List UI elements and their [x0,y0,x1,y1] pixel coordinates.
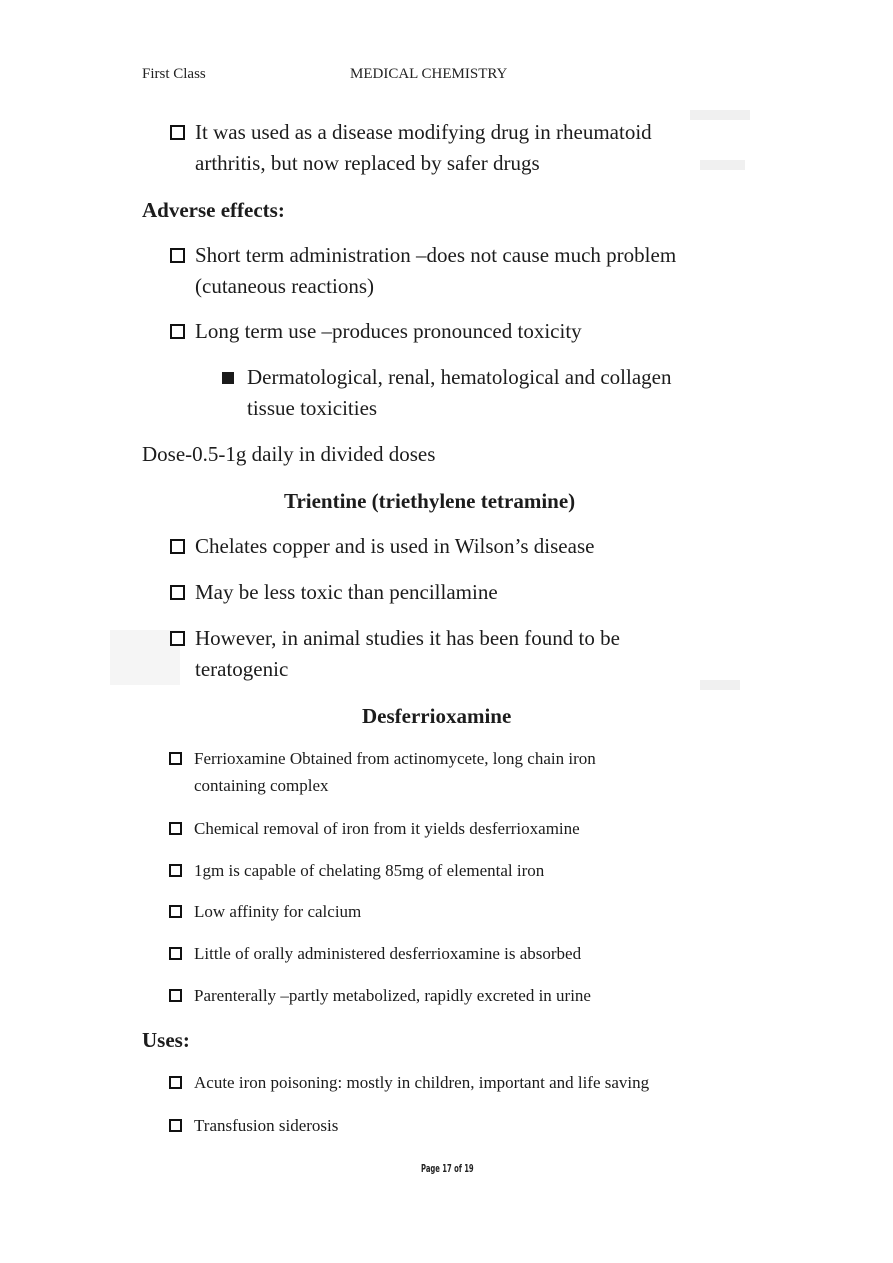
bleed-through-mark [700,160,745,170]
section-heading-desferrioxamine: Desferrioxamine [362,704,512,728]
checkbox-bullet-icon [169,947,182,960]
list-item-text: Chemical removal of iron from it yields desferrioxamine [194,819,580,838]
list-item-text: 1gm is capable of chelating 85mg of elemental iron [194,861,545,880]
section-heading-trientine: Trientine (triethylene tetramine) [284,489,576,513]
sub-list-item [247,362,672,424]
list-item-text: Long term use –produces pronounced toxicity [195,319,582,343]
list-item [195,117,652,179]
list-item [195,531,594,562]
list-item [194,857,544,884]
list-item-text: Short term administration –does not cause much problem [195,243,677,267]
header-class: First Class [142,66,206,82]
checkbox-bullet-icon [170,631,185,646]
list-item-text: Little of orally administered desferrioxamine is absorbed [194,944,582,963]
checkbox-bullet-icon [169,905,182,918]
list-item-text: Dermatological, renal, hematological and collagen [247,365,672,389]
checkbox-bullet-icon [170,248,185,263]
list-item-text: However, in animal studies it has been found to be [195,626,620,650]
checkbox-bullet-icon [169,864,182,877]
list-item-text: Low affinity for calcium [194,902,362,921]
list-item-text: Acute iron poisoning: mostly in children, important and life saving [194,1073,650,1092]
list-item [195,316,582,347]
section-heading-uses: Uses: [142,1028,190,1052]
list-item [194,815,580,842]
list-item-text: containing complex [194,776,329,795]
checkbox-bullet-icon [170,324,185,339]
list-item [194,745,596,799]
list-item-text: arthritis, but now replaced by safer drugs [195,151,540,175]
list-item-text: Transfusion siderosis [194,1116,339,1135]
list-item-text: Ferrioxamine Obtained from actinomycete, long chain iron [194,749,596,768]
list-item [194,940,581,967]
bleed-through-mark [690,110,750,120]
section-heading-adverse: Adverse effects: [142,198,285,222]
list-item-text: Parenterally –partly metabolized, rapidly excreted in urine [194,986,591,1005]
list-item [195,240,676,302]
list-item [195,623,620,685]
checkbox-bullet-icon [170,539,185,554]
checkbox-bullet-icon [169,822,182,835]
list-item [195,577,498,608]
checkbox-bullet-icon [169,1076,182,1089]
bleed-through-mark [700,680,740,690]
checkbox-bullet-icon [170,585,185,600]
list-item [194,898,361,925]
list-item [194,1069,649,1096]
list-item-text: teratogenic [195,657,289,681]
header-subject: MEDICAL CHEMISTRY [350,66,508,82]
list-item-text: (cutaneous reactions) [195,274,375,298]
checkbox-bullet-icon [170,125,185,140]
list-item-text: May be less toxic than pencillamine [195,580,498,604]
list-item-text: It was used as a disease modifying drug in rheumatoid [195,120,652,144]
dose-text: Dose-0.5-1g daily in divided doses [142,442,436,466]
filled-square-bullet-icon [222,372,234,384]
checkbox-bullet-icon [169,1119,182,1132]
list-item [194,982,591,1009]
list-item-text: tissue toxicities [247,396,378,420]
checkbox-bullet-icon [169,989,182,1002]
checkbox-bullet-icon [169,752,182,765]
page-number: Page 17 of 19 [421,1162,474,1175]
list-item [194,1112,338,1139]
list-item-text: Chelates copper and is used in Wilson’s disease [195,534,595,558]
